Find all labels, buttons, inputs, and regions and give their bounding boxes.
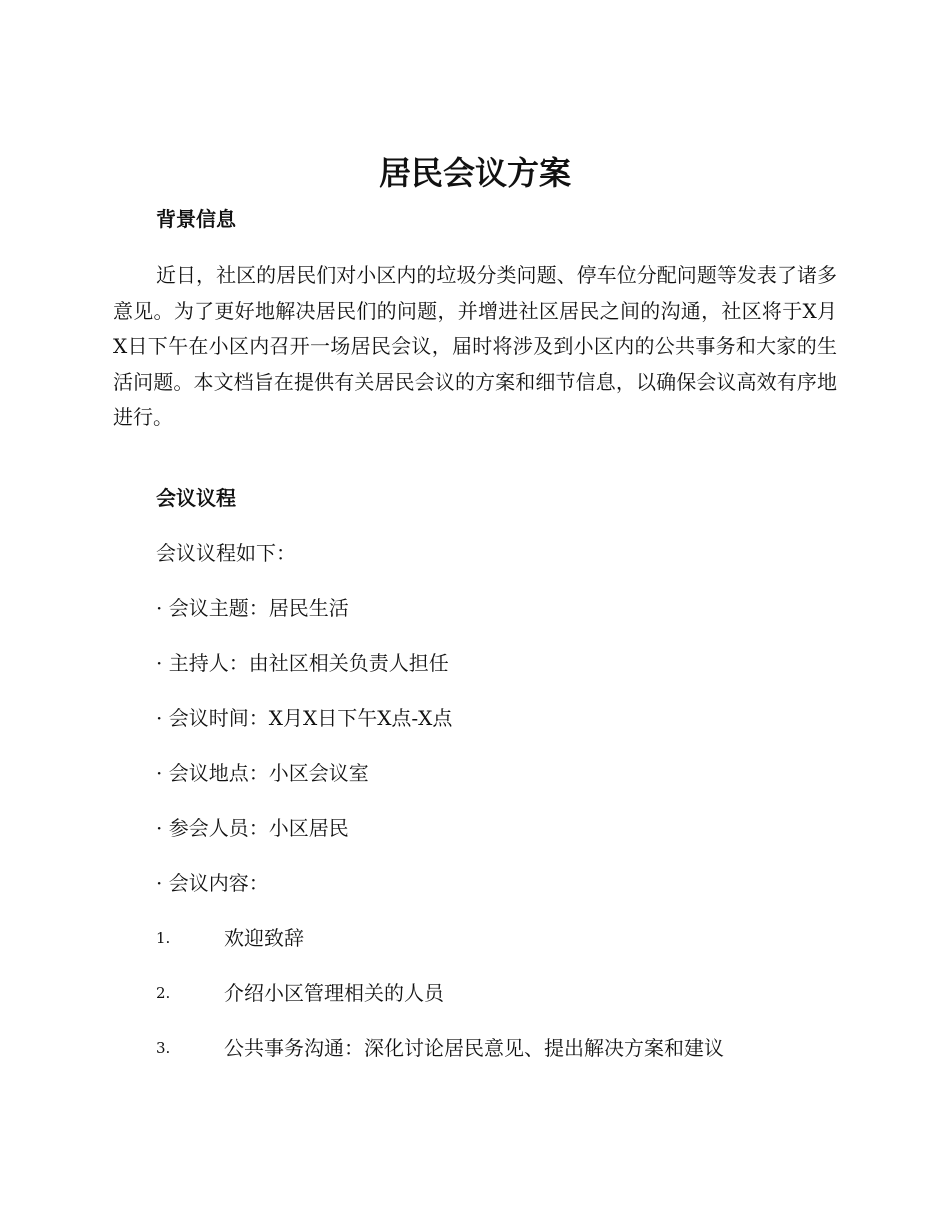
list-item-text: 介绍小区管理相关的人员 [224, 981, 444, 1005]
list-item-number: 2. [156, 984, 171, 1002]
document-title: 居民会议方案 [378, 154, 571, 192]
section-heading-agenda: 会议议程 [156, 486, 236, 510]
list-item-text: 欢迎致辞 [224, 926, 304, 950]
list-item-number: 1. [156, 929, 171, 947]
list-item-number: 3. [156, 1039, 171, 1057]
agenda-intro: 会议议程如下： [156, 541, 296, 565]
agenda-bullet-attendees: · 参会人员：小区居民 [156, 816, 349, 840]
agenda-bullet-location: · 会议地点：小区会议室 [156, 761, 369, 785]
section-heading-background: 背景信息 [156, 207, 236, 231]
list-item-text: 公共事务沟通：深化讨论居民意见、提出解决方案和建议 [224, 1036, 724, 1060]
agenda-bullet-topic: · 会议主题：居民生活 [156, 596, 349, 620]
background-paragraph: 近日，社区的居民们对小区内的垃圾分类问题、停车位分配问题等发表了诸多意见。为了更好地解决居民们的问题，并增进社区居民之间的沟通，社区将于X月X日下午在小区内召开一场居民会议，届时将涉及到小区内的公共事务和大家的生活问题。本文档旨在提供有关居民会议的方案和细节信息，以确保会议高效有序地进行。 [113, 263, 837, 429]
agenda-bullet-time: · 会议时间：X月X日下午X点-X点 [156, 706, 453, 730]
agenda-bullet-host: · 主持人：由社区相关负责人担任 [156, 651, 449, 675]
agenda-bullet-content: · 会议内容： [156, 871, 269, 895]
